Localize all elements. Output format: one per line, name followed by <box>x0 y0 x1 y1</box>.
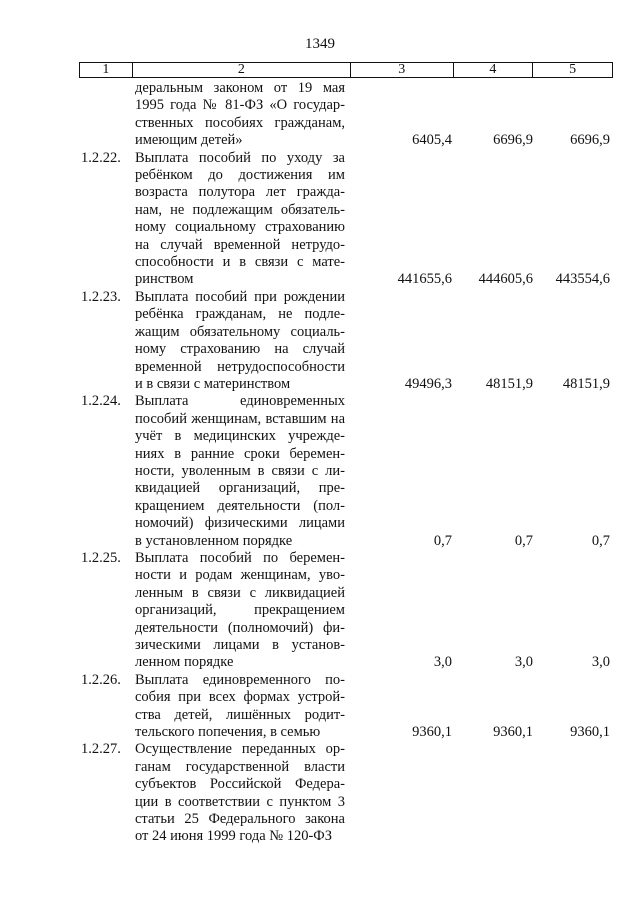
description-line: возраста полутора лет гражда- <box>135 184 345 201</box>
value-column-5: 9360,1 <box>570 724 610 741</box>
row-number: 1.2.25. <box>81 549 121 566</box>
value-column-4: 0,7 <box>514 532 533 549</box>
description-line: ниях в ранние сроки беремен- <box>135 445 345 462</box>
description-line: Выплата пособий при рождении <box>135 288 345 305</box>
description-line: собия при всех формах устрой- <box>135 689 345 706</box>
description-line: ленным в связи с ликвидацией <box>135 584 345 601</box>
description-line: субъектов Российской Федера- <box>135 776 345 793</box>
description-line: жащим обязательному социаль- <box>135 323 345 340</box>
value-column-4: 6696,9 <box>493 132 533 149</box>
description-line: номочий) физическими лицами <box>135 515 345 532</box>
value-column-3: 6405,4 <box>412 132 452 149</box>
value-column-3: 441655,6 <box>397 271 452 288</box>
description-line: ганам государственной власти <box>135 758 345 775</box>
value-column-5: 3,0 <box>591 654 610 671</box>
description-line: в установленном порядке <box>135 532 293 549</box>
description-line: и в связи с материнством <box>135 375 291 392</box>
description-line: квидацией организаций, пре- <box>135 480 345 497</box>
description-line: учёт в медицинских учрежде- <box>135 428 345 445</box>
description-line: ному страхованию на случай <box>135 341 345 358</box>
description-line: зическими лицами в установ- <box>135 637 345 653</box>
row-number: 1.2.22. <box>81 149 121 166</box>
value-column-4: 444605,6 <box>478 271 533 288</box>
value-column-3: 3,0 <box>433 654 452 671</box>
row-description <box>135 741 345 845</box>
description-line: ребёнком до достижения им <box>135 167 345 184</box>
description-line: ции в соответствии с пунктом 3 <box>135 793 345 810</box>
description-line: ленном порядке <box>135 654 234 671</box>
description-line: ному социальному страхованию <box>135 219 345 236</box>
description-line: ринством <box>135 271 194 288</box>
table-row <box>79 289 613 393</box>
row-description <box>135 672 345 742</box>
column-header-5: 5 <box>569 62 577 77</box>
description-line: Осуществление переданных ор- <box>135 741 345 758</box>
description-line: ребёнка гражданам, не подле- <box>135 306 345 323</box>
table-row <box>79 741 613 845</box>
description-line: ности, уволенным в связи с ли- <box>135 462 345 479</box>
description-line: на случай временной нетрудо- <box>135 236 345 253</box>
value-column-3: 9360,1 <box>412 724 452 741</box>
description-line: статьи 25 Федерального закона <box>135 811 345 828</box>
description-line: тельского попечения, в семью <box>135 724 321 741</box>
description-line: организаций, прекращением <box>135 602 345 619</box>
table-row <box>79 550 613 672</box>
row-number: 1.2.24. <box>81 393 121 410</box>
description-line: от 24 июня 1999 года № 120-ФЗ <box>135 828 333 845</box>
description-line: ства детей, лишённых родит- <box>135 706 345 723</box>
description-line: пособий женщинам, вставшим на <box>135 410 345 427</box>
table-row <box>79 672 613 742</box>
value-column-5: 48151,9 <box>562 375 610 392</box>
description-line: Выплата единовременного по- <box>135 671 345 688</box>
column-header-3: 3 <box>351 63 454 77</box>
value-column-4: 48151,9 <box>485 375 533 392</box>
row-number: 1.2.26. <box>81 671 121 688</box>
description-line: деятельности (полномочий) фи- <box>135 619 345 636</box>
description-line: нам, не подлежащим обязатель- <box>135 201 345 218</box>
description-line: кращением деятельности (пол- <box>135 497 345 514</box>
description-line: ственных пособиях гражданам, <box>135 114 345 131</box>
column-header-4: 4 <box>454 63 534 77</box>
value-column-5: 6696,9 <box>570 132 610 149</box>
row-description <box>135 150 345 289</box>
column-header-1: 1 <box>80 63 133 77</box>
page-number: 1349 <box>305 36 335 52</box>
value-column-3: 0,7 <box>433 532 452 549</box>
description-line: Выплата пособий по беремен- <box>135 549 345 566</box>
row-description <box>135 550 345 672</box>
row-description <box>135 393 345 550</box>
description-line: способности и в связи с мате- <box>135 254 345 271</box>
row-number: 1.2.27. <box>81 741 121 758</box>
row-description <box>135 289 345 393</box>
description-line: Выплата пособий по уходу за <box>135 149 345 166</box>
table-row <box>79 393 613 550</box>
value-column-4: 3,0 <box>514 654 533 671</box>
value-column-4: 9360,1 <box>493 724 533 741</box>
description-line: имеющим детей» <box>135 132 243 149</box>
table-header-row <box>79 62 613 78</box>
value-column-5: 443554,6 <box>555 271 610 288</box>
value-column-3: 49496,3 <box>404 375 452 392</box>
row-number: 1.2.23. <box>81 288 121 305</box>
column-header-2: 2 <box>133 63 351 77</box>
table-row <box>79 150 613 289</box>
row-description <box>135 80 345 150</box>
value-column-5: 0,7 <box>591 532 610 549</box>
description-line: дерaльным законом от 19 мая <box>135 80 345 96</box>
description-line: Выплата единовременных <box>135 393 345 410</box>
table-row <box>79 80 613 150</box>
description-line: ности и родам женщинам, уво- <box>135 567 345 584</box>
description-line: временной нетрудоспособности <box>135 358 345 375</box>
table-body <box>79 80 613 846</box>
description-line: 1995 года № 81-ФЗ «О государ- <box>135 97 345 114</box>
